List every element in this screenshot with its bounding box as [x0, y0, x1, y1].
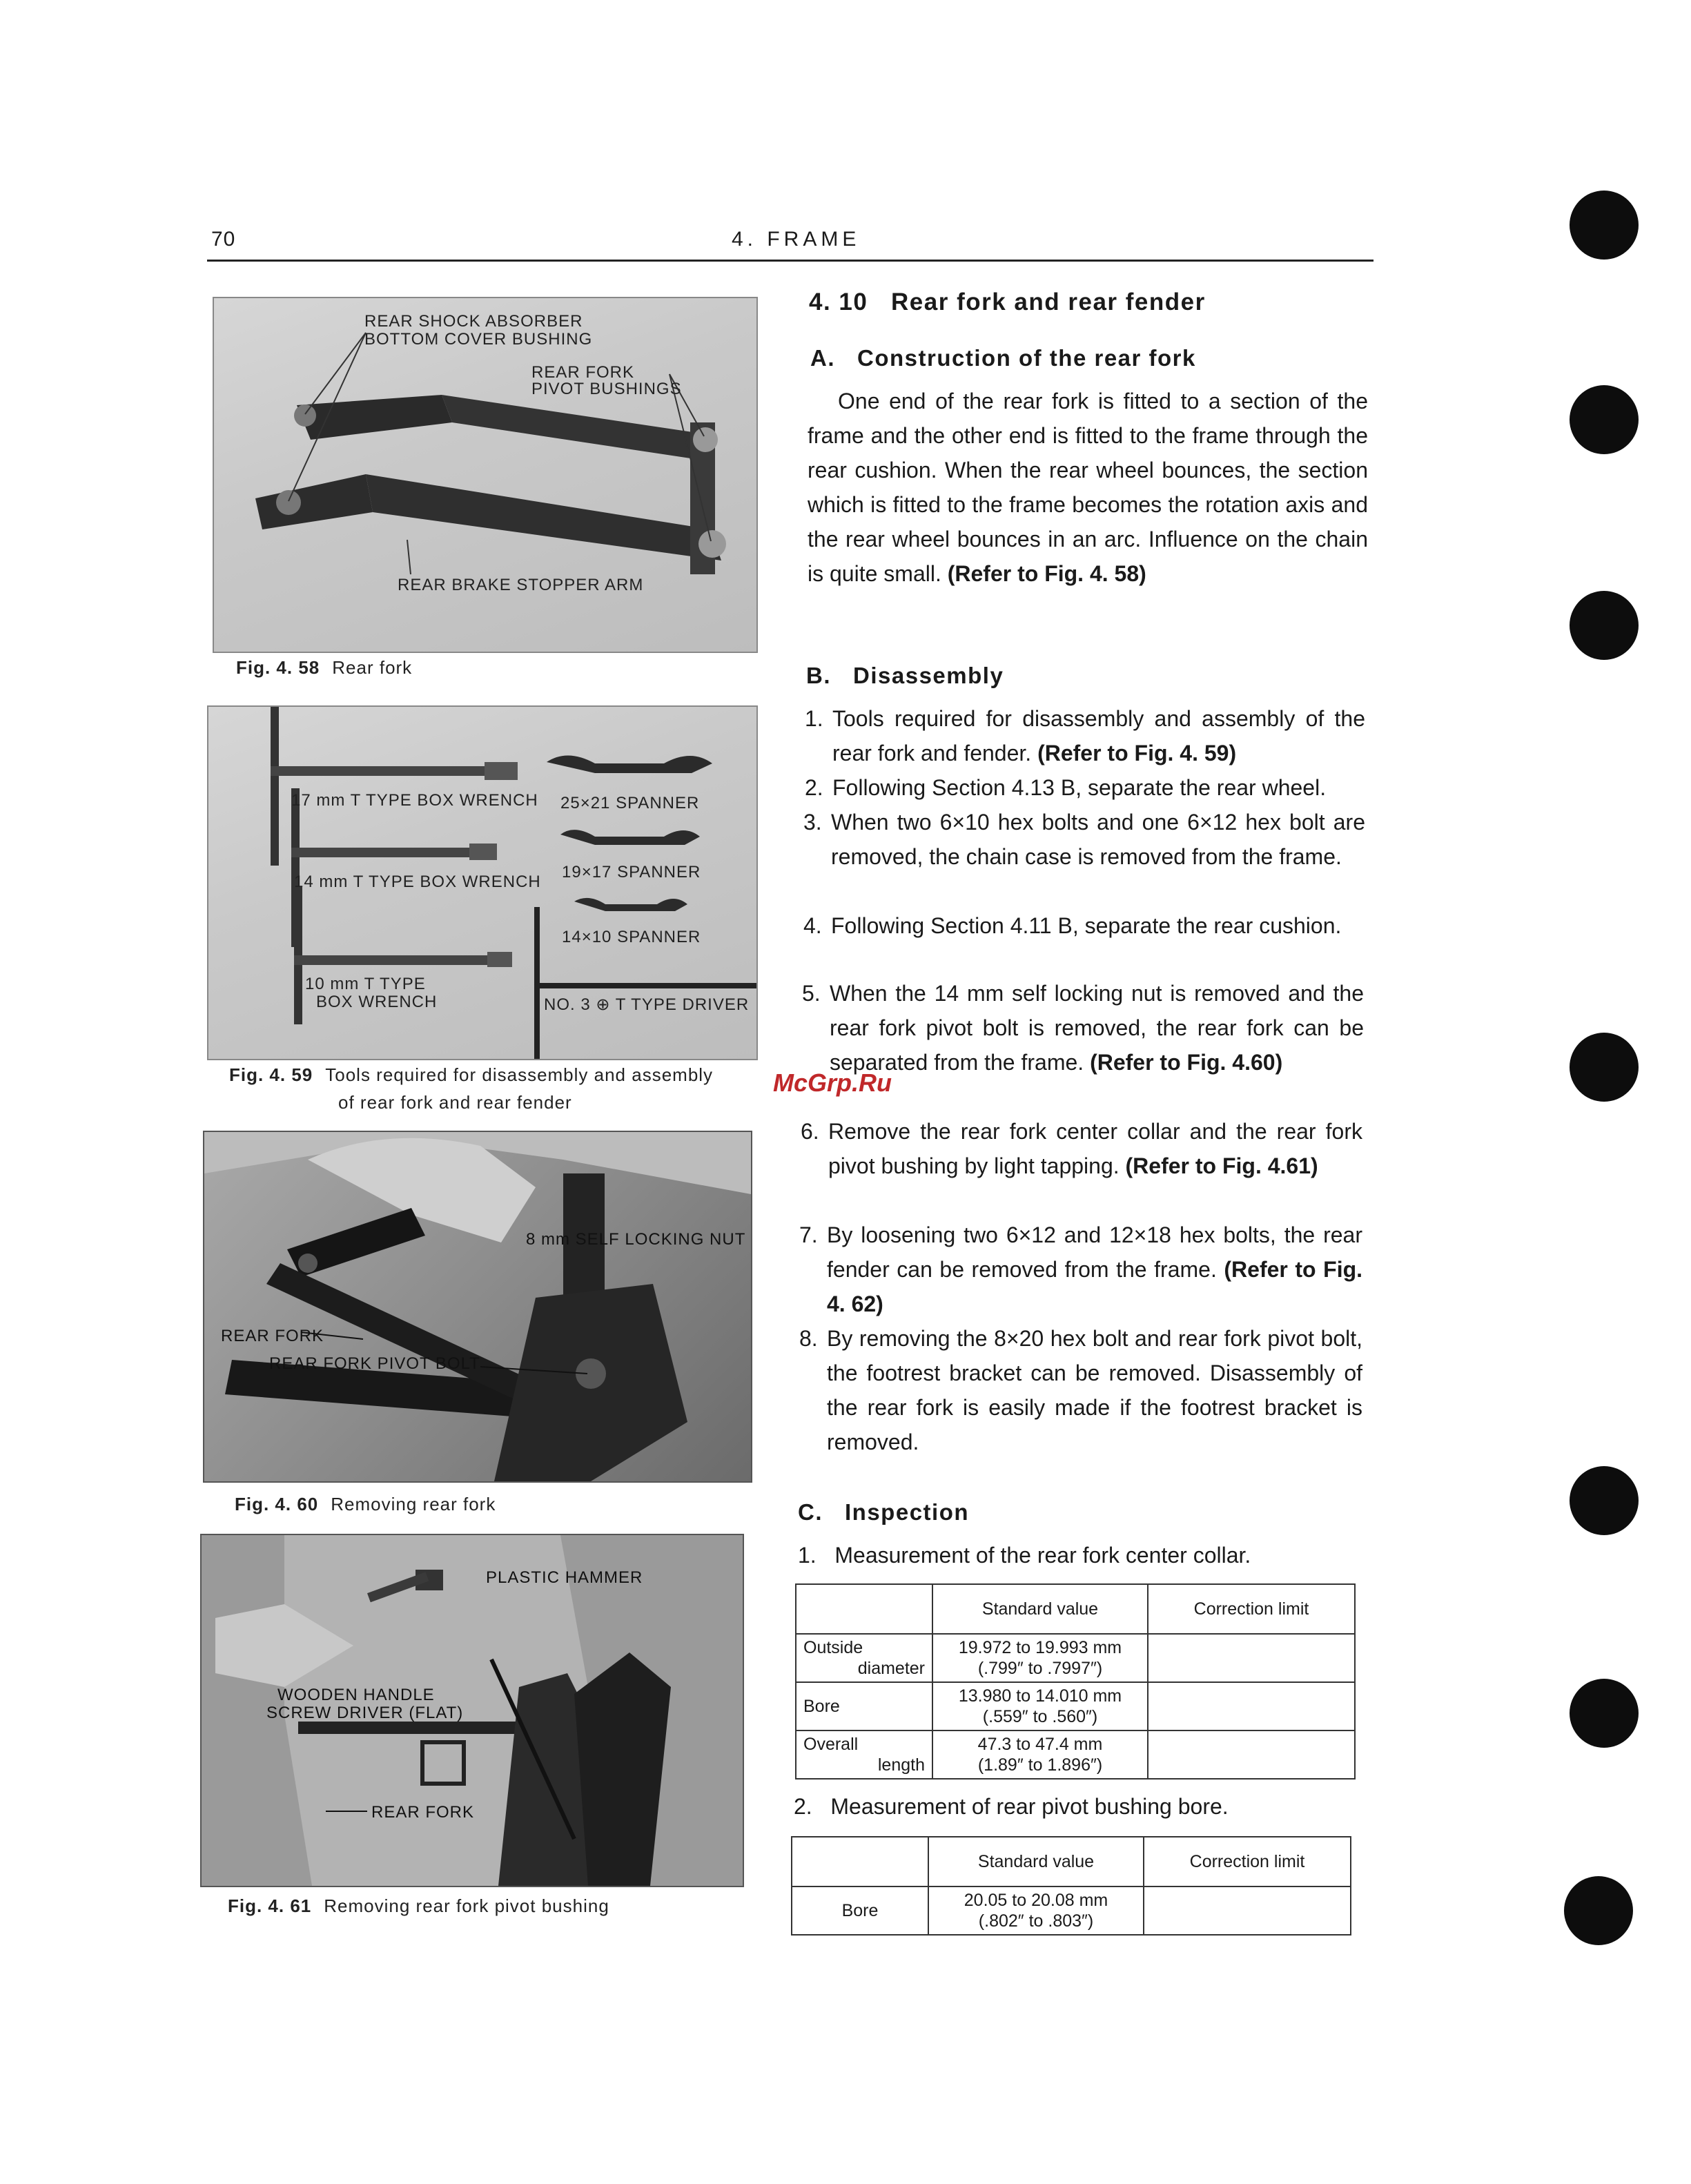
- table-row: [796, 1634, 1355, 1682]
- step-text: By removing the 8×20 hex bolt and rear fork pivot bolt, the footrest bracket can be removed. Disassembly of the rear fork is easily made if the footrest bracket is removed.: [827, 1326, 1362, 1454]
- table-header-blank: [796, 1584, 932, 1634]
- table-header-row: [796, 1584, 1355, 1634]
- disassembly-step-5: [802, 976, 1364, 1080]
- inspection-item-2: 2. Measurement of rear pivot bushing bore.: [794, 1794, 1229, 1819]
- subsection-b-title: B. Disassembly: [806, 663, 1004, 688]
- subsection-c-title: C. Inspection: [798, 1499, 970, 1525]
- label-rear-fork: REAR FORK: [371, 1803, 475, 1822]
- punch-hole-5: [1570, 1466, 1639, 1535]
- table-header-standard: Standard value: [932, 1584, 1148, 1634]
- fig-60-caption: [235, 1494, 496, 1515]
- construction-paragraph: One end of the rear fork is fitted to a section of the frame and the other end is fitted to the frame through the rear cushion. When the rear wheel bounces, the section which is fitted to the frame becomes the rotation axis and the rear wheel bounces in an arc. Influence on the chain is quite small.: [808, 389, 1368, 586]
- row-standard-value: [932, 1634, 1148, 1682]
- punch-hole-2: [1570, 385, 1639, 454]
- table-row: [792, 1886, 1351, 1935]
- step-number: 6.: [801, 1119, 819, 1144]
- label-wooden-handle: WOODEN HANDLE: [277, 1686, 435, 1704]
- table-header-limit: Correction limit: [1144, 1837, 1351, 1886]
- punch-hole-7: [1564, 1876, 1633, 1945]
- fig-60-number: Fig. 4. 60: [235, 1494, 319, 1514]
- step-text: Following Section 4.13 B, separate the rear wheel.: [832, 775, 1327, 800]
- label-14x10-spanner: 14×10 SPANNER: [562, 928, 701, 946]
- step-text: Remove the rear fork center collar and the rear fork pivot bushing by light tapping.: [828, 1119, 1362, 1178]
- step-ref: (Refer to Fig. 4. 62): [827, 1257, 1363, 1316]
- subsection-a-title: A. Construction of the rear fork: [810, 345, 1196, 371]
- row-label-line2: length: [877, 1755, 925, 1775]
- fig-58-photo: [213, 297, 758, 653]
- table-row: [796, 1730, 1355, 1779]
- disassembly-step-2: [805, 770, 1365, 805]
- table-header-standard: Standard value: [928, 1837, 1144, 1886]
- value-mm: 20.05 to 20.08 mm: [964, 1891, 1108, 1910]
- fig-58-caption: [236, 657, 412, 679]
- disassembly-step-3: [803, 805, 1365, 874]
- label-plastic-hammer: PLASTIC HAMMER: [486, 1568, 643, 1587]
- step-text: Following Section 4.11 B, separate the rear cushion.: [831, 913, 1342, 938]
- row-label-line1: Outside: [803, 1638, 863, 1657]
- fig-59-photo: [207, 705, 758, 1060]
- step-ref: (Refer to Fig. 4.60): [1090, 1050, 1283, 1075]
- subsection-a-text: [808, 384, 1368, 591]
- label-rear-fork: REAR FORK: [221, 1327, 324, 1345]
- label-rear-fork: REAR FORK: [531, 363, 635, 382]
- step-ref: (Refer to Fig. 4. 59): [1037, 741, 1237, 766]
- label-shock-absorber: REAR SHOCK ABSORBER: [364, 312, 583, 331]
- fig-58-title: Rear fork: [332, 657, 413, 678]
- fig-58-number: Fig. 4. 58: [236, 657, 320, 678]
- step-number: 5.: [802, 981, 821, 1006]
- fig-59-caption: [229, 1064, 713, 1086]
- punch-hole-4: [1570, 1033, 1639, 1102]
- ref-fig-58: (Refer to Fig. 4. 58): [947, 561, 1146, 586]
- fig-59-title-line1: Tools required for disassembly and assembly: [325, 1064, 714, 1085]
- label-25x21-spanner: 25×21 SPANNER: [560, 794, 700, 812]
- row-standard-value: [928, 1886, 1144, 1935]
- inspection-item-1: 1. Measurement of the rear fork center collar.: [798, 1543, 1251, 1568]
- label-bottom-cover-bushing: BOTTOM COVER BUSHING: [364, 330, 593, 349]
- value-mm: 13.980 to 14.010 mm: [958, 1686, 1122, 1706]
- row-label: [796, 1682, 932, 1730]
- step-number: 7.: [799, 1222, 818, 1247]
- page-number: 70: [211, 228, 236, 251]
- label-self-locking-nut: 8 mm SELF LOCKING NUT: [526, 1230, 746, 1249]
- fig-61-title: Removing rear fork pivot bushing: [324, 1895, 609, 1916]
- value-in: (1.89″ to 1.896″): [977, 1755, 1103, 1775]
- row-label-line1: Bore: [803, 1697, 840, 1716]
- table-row: [796, 1682, 1355, 1730]
- table-header-row: [792, 1837, 1351, 1886]
- center-collar-table: [795, 1583, 1356, 1780]
- row-label: [796, 1730, 932, 1779]
- disassembly-step-6: [801, 1114, 1362, 1183]
- fig-61-caption: [228, 1895, 609, 1917]
- fig-60-title: Removing rear fork: [331, 1494, 496, 1514]
- row-standard-value: [932, 1730, 1148, 1779]
- label-pivot-bushings: PIVOT BUSHINGS: [531, 380, 682, 398]
- value-in: (.802″ to .803″): [978, 1911, 1094, 1931]
- punch-hole-3: [1570, 591, 1639, 660]
- disassembly-step-8: [799, 1321, 1362, 1459]
- row-label-line2: diameter: [857, 1659, 925, 1678]
- step-text: When two 6×10 hex bolts and one 6×12 hex bolt are removed, the chain case is removed from the frame.: [831, 810, 1365, 869]
- step-number: 1.: [805, 706, 823, 731]
- label-box-wrench: BOX WRENCH: [316, 993, 438, 1011]
- header-rule: [207, 260, 1374, 262]
- fig-60-photo: [203, 1131, 752, 1483]
- fig-61-number: Fig. 4. 61: [228, 1895, 312, 1916]
- row-correction-limit: [1148, 1634, 1355, 1682]
- punch-hole-6: [1570, 1679, 1639, 1748]
- table-header-limit: Correction limit: [1148, 1584, 1355, 1634]
- table-header-blank: [792, 1837, 928, 1886]
- row-correction-limit: [1148, 1730, 1355, 1779]
- disassembly-step-7: [799, 1218, 1363, 1321]
- disassembly-step-4: [803, 908, 1365, 943]
- step-text: Tools required for disassembly and assembly of the rear fork and fender.: [832, 706, 1365, 766]
- step-number: 3.: [803, 810, 822, 835]
- rear-fork-illustration: [214, 298, 756, 652]
- label-10mm-t-type: 10 mm T TYPE: [305, 975, 426, 993]
- row-standard-value: [932, 1682, 1148, 1730]
- step-text: When the 14 mm self locking nut is removed and the rear fork pivot bolt is removed, the rear fork can be separated from the frame.: [830, 981, 1364, 1075]
- step-ref: (Refer to Fig. 4.61): [1125, 1153, 1318, 1178]
- row-label: Bore: [792, 1886, 928, 1935]
- value-in: (.559″ to .560″): [982, 1707, 1098, 1726]
- label-14mm-wrench: 14 mm T TYPE BOX WRENCH: [294, 872, 541, 891]
- value-mm: 19.972 to 19.993 mm: [958, 1638, 1122, 1657]
- label-17mm-wrench: 17 mm T TYPE BOX WRENCH: [291, 791, 538, 810]
- value-in: (.799″ to .7997″): [977, 1659, 1103, 1678]
- section-title: 4. 10 Rear fork and rear fender: [809, 289, 1206, 315]
- label-t-type-driver: NO. 3 ⊕ T TYPE DRIVER: [544, 995, 750, 1014]
- fig-59-caption-line2: of rear fork and rear fender: [338, 1092, 572, 1113]
- value-mm: 47.3 to 47.4 mm: [977, 1735, 1103, 1754]
- fig-59-number: Fig. 4. 59: [229, 1064, 313, 1085]
- label-brake-stopper-arm: REAR BRAKE STOPPER ARM: [398, 576, 644, 594]
- row-label: [796, 1634, 932, 1682]
- chapter-title: 4. FRAME: [732, 228, 861, 251]
- watermark: McGrp.Ru: [773, 1069, 892, 1097]
- label-pivot-bolt: REAR FORK PIVOT BOLT: [269, 1354, 480, 1373]
- fig-61-photo: [200, 1534, 744, 1887]
- pivot-bushing-table: [791, 1836, 1351, 1936]
- row-label-line1: Overall: [803, 1735, 859, 1754]
- label-screw-driver: SCREW DRIVER (FLAT): [266, 1704, 464, 1722]
- step-number: 2.: [805, 775, 823, 800]
- row-correction-limit: [1148, 1682, 1355, 1730]
- label-19x17-spanner: 19×17 SPANNER: [562, 863, 701, 881]
- step-text: By loosening two 6×12 and 12×18 hex bolts, the rear fender can be removed from the frame.: [827, 1222, 1362, 1282]
- disassembly-step-1: [805, 701, 1365, 770]
- punch-hole-1: [1570, 191, 1639, 260]
- step-number: 8.: [799, 1326, 818, 1351]
- step-number: 4.: [803, 913, 822, 938]
- row-correction-limit: [1144, 1886, 1351, 1935]
- removing-fork-illustration: [204, 1132, 751, 1481]
